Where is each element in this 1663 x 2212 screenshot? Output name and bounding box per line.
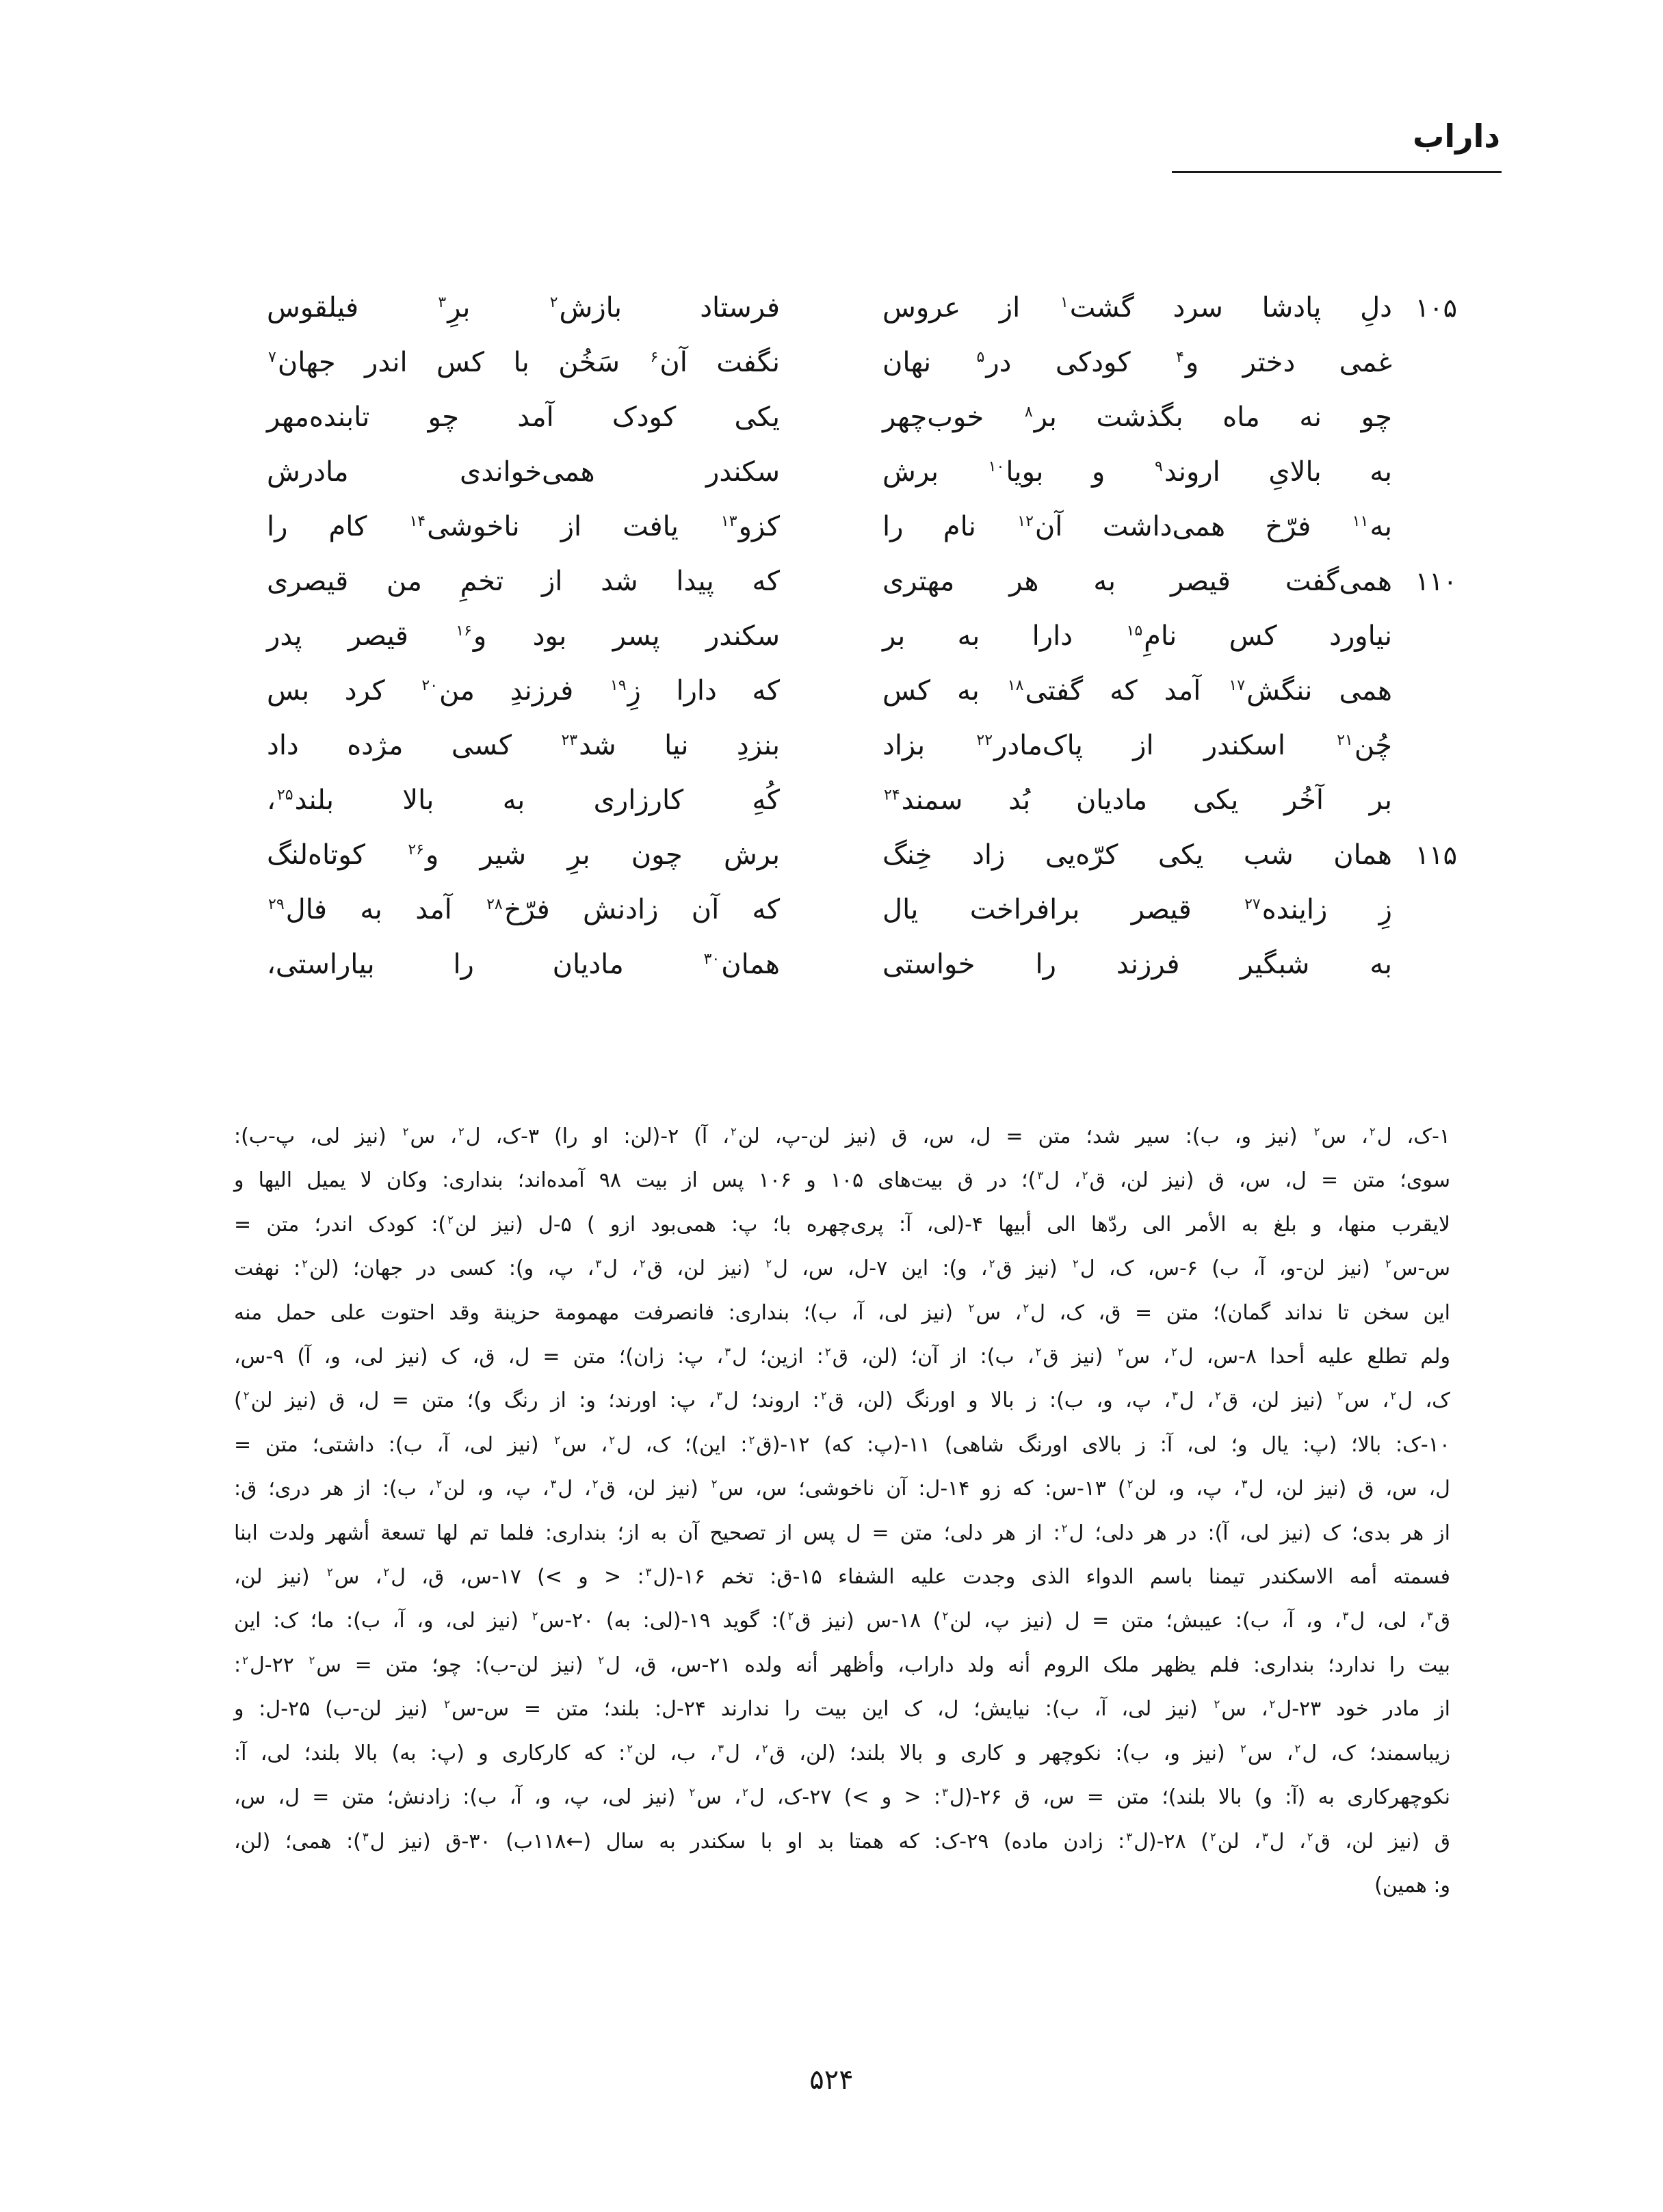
hemistich-first: همان شب یکی کرّه‌یی زاد خِنگ bbox=[882, 839, 1392, 871]
hemistich-first: چو نه ماه بگذشت بر$^۸$ خوب‌چهر bbox=[882, 401, 1392, 433]
apparatus-line: ک، ل$^۲$، س$^۲$ (نیز لن، ق$^۲$، ل$^۳$، پ، و، ب): ز بالا و اورنگ (لن، ق$^۲$: اروند؛ ل$^۳$، پ: اورند؛ و: از رنگ و)؛ متن = ل، ق (نیز لن$^۲$) bbox=[234, 1388, 1451, 1413]
hemistich-second: فرستاد بازش$^۲$ برِ$^۳$ فیلقوس bbox=[267, 292, 780, 324]
page-header-title: داراب bbox=[1413, 118, 1500, 155]
hemistich-second: کُهِ کارزاری به بالا بلند$^{۲۵}$، bbox=[267, 785, 780, 816]
verse-row bbox=[267, 882, 1457, 937]
hemistich-first: نیاورد کس نامِ$^{۱۵}$ دارا به بر bbox=[882, 620, 1393, 652]
apparatus-line: ق$^۳$، لی، ل$^۳$، و، آ، ب): عیبش؛ متن = ل (نیز پ، لن$^۲$) ۱۸-س (نیز ق$^۲$): گوید ۱۹-(لی: به) ۲۰-س$^۲$ (نیز لی، و، آ، ب): ما؛ ک: این bbox=[234, 1609, 1450, 1633]
apparatus-line: سوی؛ متن = ل، س، ق (نیز لن، ق$^۲$، ل$^۳$)؛ در ق بیت‌های ۱۰۵ و ۱۰۶ پس از بیت ۹۸ آمده‌اند؛ بنداری: وكان لا يميل اليها و bbox=[234, 1168, 1451, 1193]
verse-row bbox=[267, 663, 1457, 718]
hemistich-first: زِ زاینده$^{۲۷}$ قیصر برافراخت یال bbox=[882, 894, 1392, 925]
hemistich-second: که دارا زِ$^{۱۹}$ فرزندِ من$^{۲۰}$ کرد بس bbox=[267, 675, 781, 707]
apparatus-line: بیت را ندارد؛ بنداری: فلم یظهر ملک الروم أنه ولد داراب، وأظهر أنه ولده ۲۱-س، ق، ل$^۲$ (نیز لن-ب): چو؛ متن = س$^۲$ ۲۲-ل$^۲$: bbox=[234, 1653, 1451, 1677]
hemistich-second: همان$^{۳۰}$ مادیان را بیاراستی، bbox=[267, 949, 780, 980]
hemistich-second: بنزدِ نیا شد$^{۲۳}$ کسی مژده داد bbox=[267, 730, 780, 761]
hemistich-first: به شبگیر فرزند را خواستی bbox=[882, 949, 1392, 980]
verse-row bbox=[267, 554, 1457, 609]
verse-row bbox=[267, 445, 1457, 499]
verse-number: ۱۱۰ bbox=[1415, 566, 1457, 596]
apparatus-line: ق (نیز لن، ق$^۲$، ل$^۳$، لن$^۲$) ۲۸-(ل$^۳$: زادن ماده) ۲۹-ک: که همتا بد او با سکندر به سال (←۱۱۸ب) ۳۰-ق (نیز ل$^۳$): همی؛ (لن، bbox=[234, 1829, 1451, 1854]
hemistich-second: نگفت آن$^۶$ سَخُن با کس اندر جهان$^۷$ bbox=[268, 347, 780, 378]
hemistich-second: برش چون برِ شیر و$^{۲۶}$ کوتاه‌لنگ bbox=[267, 839, 780, 871]
hemistich-first: همی‌گفت قیصر به هر مهتری bbox=[882, 566, 1392, 597]
header-rule bbox=[1172, 171, 1502, 173]
apparatus-line: نکوچهرکاری به (آ: و) بالا بلند)؛ متن = س، ق ۲۶-(ل$^۳$: < و >) ۲۷-ک، ل$^۲$، س$^۲$ (نیز لی، پ، و، آ، ب): زادنش؛ متن = ل، س، bbox=[234, 1785, 1451, 1810]
verse-row bbox=[267, 937, 1457, 992]
verse-row bbox=[267, 280, 1457, 335]
hemistich-second: کزو$^{۱۳}$ یافت از ناخوشی$^{۱۴}$ کام را bbox=[267, 511, 780, 542]
apparatus-line: و: همین) bbox=[1374, 1873, 1450, 1897]
verse-row bbox=[267, 609, 1457, 663]
hemistich-second: سکندر همی‌خواندی مادرش bbox=[267, 456, 780, 488]
poetry-rows bbox=[267, 280, 1457, 992]
hemistich-first: غمی دختر و$^۴$ کودکی در$^۵$ نهان bbox=[882, 347, 1392, 378]
hemistich-first: به$^{۱۱}$ فرّخ همی‌داشت آن$^{۱۲}$ نام را bbox=[882, 511, 1393, 542]
hemistich-second: که آن زادنش فرّخ$^{۲۸}$ آمد به فال$^{۲۹}$ bbox=[268, 894, 780, 925]
apparatus-lines bbox=[234, 1115, 1450, 1908]
hemistich-second: یکی کودک آمد چو تابنده‌مهر bbox=[267, 401, 780, 433]
apparatus-line: از مادر خود ۲۳-ل$^۲$، س$^۲$ (نیز لی، آ، ب): نیایش؛ ل، ک این بیت را ندارند ۲۴-ل: بلند؛ متن = س-س$^۲$ (نیز لن-ب) ۲۵-ل: و bbox=[234, 1697, 1451, 1722]
hemistich-first: بر آخُر یکی مادیان بُد سمند$^{۲۴}$ bbox=[884, 785, 1392, 816]
verse-number: ۱۱۵ bbox=[1415, 840, 1457, 870]
hemistich-second: سکندر پسر بود و$^{۱۶}$ قیصر پدر bbox=[267, 620, 780, 652]
verse-row bbox=[267, 773, 1457, 828]
verse-row bbox=[267, 499, 1457, 554]
apparatus-line: ۱-ک، ل$^۲$، س$^۲$ (نیز و، ب): سیر شد؛ متن = ل، س، ق (نیز لن-پ، لن$^۲$، آ) ۲-(لن: او را) ۳-ک، ل$^۲$، س$^۲$ (نیز لی، پ-ب): bbox=[234, 1124, 1451, 1148]
hemistich-first: دلِ پادشا سرد گشت$^۱$ از عروس bbox=[882, 292, 1392, 324]
apparatus-line: ۱۰-ک: بالا؛ (پ: یال و؛ لی، آ: ز بالای اورنگ شاهی) ۱۱-(پ: که) ۱۲-(ق$^۲$: این)؛ ک، ل$^۲$، س$^۲$ (نیز لی، آ، ب): داشتی؛ متن = bbox=[234, 1432, 1450, 1457]
apparatus-line: این سخن تا نداند گمان)؛ متن = ق، ک، ل$^۲$، س$^۲$ (نیز لی، آ، ب)؛ بنداری: فانصرفت مهمومة حزینة وقد احتوت علی حمل منه bbox=[234, 1300, 1450, 1325]
verse-row bbox=[267, 335, 1457, 390]
apparatus-line: ل، س، ق (نیز لن، ل$^۳$، پ، و، لن$^۲$) ۱۳-س: که زو ۱۴-ل: آن ناخوشی؛ س، س$^۲$ (نیز لن، ق$^۲$، ل$^۳$، پ، و، لن$^۲$، ب): از هر دری؛ ق: bbox=[234, 1477, 1450, 1501]
apparatus-line: ولم تطلع علیه أحدا ۸-س، ل$^۲$، س$^۲$ (نیز ق$^۲$، ب): از آن؛ (لن، ق$^۲$: ازین؛ ل$^۳$، پ: زان)؛ متن = ل، ق، ک (نیز لی، و، آ) ۹-س، bbox=[234, 1345, 1451, 1369]
apparatus-line: فسمته أمه الاسکندر تیمنا باسم الدواء الذی وجدت علیه الشفاء ۱۵-ق: تخم ۱۶-(ل$^۳$: < و >) ۱۷-س، ق، ل$^۲$، س$^۲$ (نیز لن، bbox=[234, 1565, 1450, 1590]
apparatus-line: س-س$^۲$ (نیز لن-و، آ، ب) ۶-س، ک، ل$^۲$ (نیز ق$^۲$، و): این ۷-ل، س، ل$^۲$ (نیز لن، ق$^۲$، ل$^۳$، پ، و): کسی در جهان؛ (لن$^۲$: نهفت bbox=[234, 1256, 1450, 1281]
apparatus-line: از هر بدی؛ ک (نیز لی، آ): در هر دلی؛ ل$^۲$: از هر دلی؛ متن = ل پس از تصحیح آن به از؛ بنداری: فلما تم لها تسعة أشهر ولدت ابنا bbox=[234, 1520, 1450, 1545]
hemistich-first: به بالایِ اروند$^۹$ و بویا$^{۱۰}$ برش bbox=[882, 456, 1392, 488]
verse-row bbox=[267, 828, 1457, 882]
page-number: ۵۲۴ bbox=[809, 2064, 854, 2096]
verse-row bbox=[267, 718, 1457, 773]
apparatus-line: زیباسمند؛ ک، ل$^۲$، س$^۲$ (نیز و، ب): نکوچهر و کاری و بالا بلند؛ (لن، ق$^۲$، ل$^۳$، ب، لن$^۲$: که کارکاری و (پ: به) بالا بلند؛ لی، آ: bbox=[234, 1741, 1451, 1765]
hemistich-second: که پیدا شد از تخمِ من قیصری bbox=[267, 566, 780, 597]
hemistich-first: همی ننگش$^{۱۷}$ آمد که گفتی$^{۱۸}$ به کس bbox=[882, 675, 1392, 707]
apparatus-line: لايقرب منها، و بلغ به الأمر الی ردّها الی أبیها ۴-(لی، آ: پری‌چهره با؛ پ: همی‌بود ازو ) ۵-ل (نیز لن$^۲$): کودک اندر؛ متن = bbox=[234, 1212, 1450, 1237]
verse-number: ۱۰۵ bbox=[1415, 293, 1457, 323]
hemistich-first: چُن$^{۲۱}$ اسکندر از پاک‌مادر$^{۲۲}$ بزاد bbox=[882, 730, 1393, 761]
verse-row bbox=[267, 390, 1457, 445]
